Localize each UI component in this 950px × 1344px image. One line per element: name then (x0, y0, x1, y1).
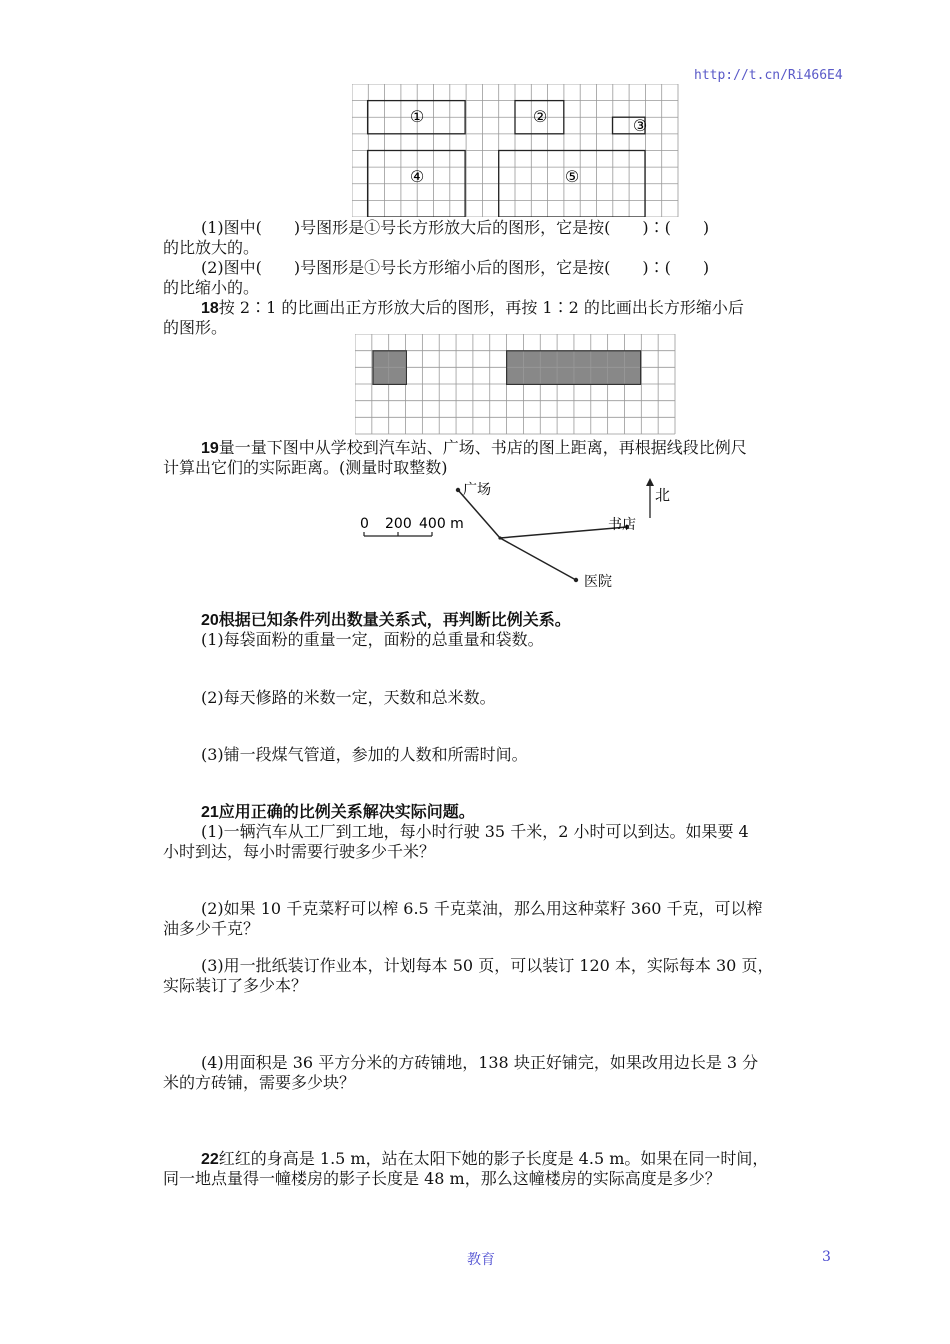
q22-line1: 22红红的身高是 1.5 m，站在太阳下她的影子长度是 4.5 m。如果在同一时间， (201, 1149, 769, 1168)
label-hospital: 医院 (584, 574, 612, 590)
q20-item2: (2)每天修路的米数一定，天数和总米数。 (201, 688, 496, 707)
q19-line2: 计算出它们的实际距离。(测量时取整数) (163, 458, 448, 477)
q21-p2a: (2)如果 10 千克菜籽可以榨 6.5 千克菜油，那么用这种菜籽 360 千克，可以榨 (201, 899, 763, 918)
q17-line4: 的比缩小的。 (163, 278, 260, 297)
label-2: ② (532, 107, 548, 126)
route-hospital (500, 538, 576, 580)
q21-title: 21应用正确的比例关系解决实际问题。 (201, 802, 475, 821)
q21-p4a: (4)用面积是 36 平方分米的方砖铺地，138 块正好铺完，如果改用边长是 3 分 (201, 1053, 759, 1072)
q17-line3: (2)图中( )号图形是①号长方形缩小后的图形，它是按( )∶( ) (201, 258, 710, 277)
q22-line2: 同一地点量得一幢楼房的影子长度是 48 m，那么这幢楼房的实际高度是多少？ (163, 1169, 721, 1188)
label-3: ③ (632, 116, 648, 135)
q21-number: 21 (201, 804, 219, 821)
label-5: ⑤ (564, 167, 580, 186)
q21-p1b: 小时到达，每小时需要行驶多少千米？ (163, 842, 436, 861)
q20-item3: (3)铺一段煤气管道，参加的人数和所需时间。 (201, 745, 528, 764)
scale-label-200: 200 (385, 516, 412, 532)
map-figure (350, 476, 680, 592)
label-north: 北 (655, 486, 671, 504)
q21-p2b: 油多少千克？ (163, 919, 260, 938)
q22-number: 22 (201, 1151, 219, 1168)
label-4: ④ (409, 167, 425, 186)
scale-label-0: 0 (360, 516, 369, 532)
q17-line2: 的比放大的。 (163, 238, 260, 257)
scale-label-400: 400 m (419, 516, 464, 532)
drawing-grid-figure (355, 334, 676, 435)
q18-line1: 18按 2∶1 的比画出正方形放大后的图形，再按 1∶2 的比画出长方形缩小后 (201, 298, 744, 317)
q21-p3b: 实际装订了多少本？ (163, 976, 308, 995)
footer-link[interactable]: 教育 (467, 1252, 495, 1268)
q18-number: 18 (201, 300, 219, 317)
q21-p4b: 米的方砖铺，需要多少块？ (163, 1073, 356, 1092)
q17-line1: (1)图中( )号图形是①号长方形放大后的图形，它是按( )∶( ) (201, 218, 710, 237)
q18-line2: 的图形。 (163, 318, 228, 337)
q19-number: 19 (201, 440, 219, 457)
label-square: 广场 (463, 482, 491, 498)
q20-item1: (1)每袋面粉的重量一定，面粉的总重量和袋数。 (201, 630, 544, 649)
label-bookstore: 书店 (608, 517, 636, 533)
school-point (498, 536, 501, 539)
q21-p1a: (1)一辆汽车从工厂到工地，每小时行驶 35 千米，2 小时可以到达。如果要 4 (201, 822, 749, 841)
header-link[interactable]: http://t.cn/Ri466E4 (694, 68, 843, 83)
q20-title: 20根据已知条件列出数量关系式，再判断比例关系。 (201, 610, 571, 629)
q21-p3a: (3)用一批纸装订作业本，计划每本 50 页，可以装订 120 本，实际每本 30 页， (201, 956, 774, 975)
rectangle-grid-figure (352, 84, 679, 217)
q20-number: 20 (201, 612, 219, 629)
page-number: 3 (822, 1249, 831, 1265)
label-1: ① (409, 107, 425, 126)
q19-line1: 19量一量下图中从学校到汽车站、广场、书店的图上距离，再根据线段比例尺 (201, 438, 747, 457)
